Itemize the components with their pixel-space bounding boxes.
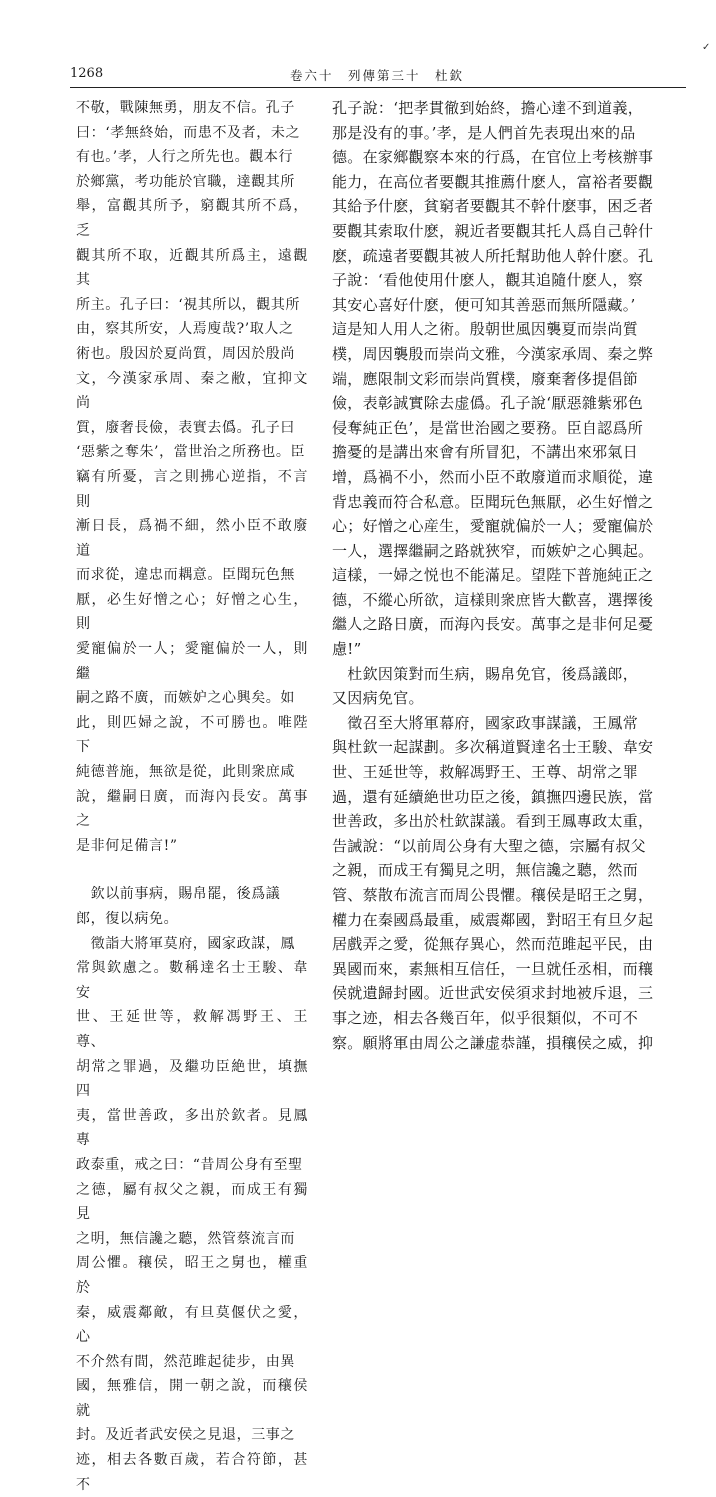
right-paragraph-2: 杜欽因策對而生病，賜帛免官，後爲議郎， 又因病免官。 bbox=[332, 664, 639, 708]
page-header bbox=[70, 66, 686, 86]
right-paragraph-3: 徵召至大將軍幕府，國家政事謀議，王鳳常 與杜欽一起謀劃。多次稱道賢達名士王駿、韋安 世、王延世等，救解馮野王、王尊、胡常之罪 過，還有延續絶世功臣之後，鎮撫四邊民族，當 世善政，多出於杜欽謀議。看到王鳳專政太重， 告誡說：“以前周公身有大聖之德，宗屬有叔父 之親，而成王有獨見之明，無信讒之聽，然而 管、蔡散布流言而周公畏懼。穰侯是昭王之舅， 權力在秦國爲最重，威震鄰國，對昭王有旦夕起 居戲弄之愛，從無存異心，然而范雎起平民，由 異國而來，素無相互信任，一旦就任丞相，而穰 侯就遺歸封國。近世武安侯須求封地被斥退，三 事之迹，相去各幾百年，似乎很類似，不可不 察。願將軍由周公之謙虚恭謹，損穰侯之威，抑 bbox=[332, 713, 654, 1052]
right-column-translation bbox=[332, 96, 686, 1055]
running-title: 卷六十 列傳第三十 杜欽 bbox=[290, 68, 465, 83]
corner-checkmark: ✓ bbox=[702, 42, 711, 53]
left-paragraph-1: 不敬，戰陳無勇，朋友不信。孔子 曰：‘孝無終始，而患不及者，未之 有也。’孝，人行之所先也。觀本行 於鄉黨，考功能於官職，達觀其所 舉，富觀其所予，窮觀其所不爲，乏 觀其所不取，近觀其所爲主，遠觀其 所主。孔子曰：‘視其所以，觀其所 由，察其所安，人焉廋哉?’取人之 術也。殷因於夏尚質，周因於殷尚 文，今漢家承周、秦之敝，宜抑文尚 質，廢奢長儉，表實去僞。孔子曰 ‘惡紫之奪朱’，當世治之所務也。臣 竊有所憂，言之則拂心逆指，不言則 漸日長，爲禍不細，然小臣不敢廢道 而求從，違忠而耦意。臣聞玩色無 厭，必生好憎之心；好憎之心生，則 愛寵偏於一人；愛寵偏於一人，則繼 嗣之路不廣，而嫉妒之心興矣。如 此，則匹婦之說，不可勝也。唯陛下 純德普施，無欲是從，此則衆庶咸 說，繼嗣日廣，而海內長安。萬事之 是非何足備言!” bbox=[76, 100, 308, 854]
page-number: 1268 bbox=[70, 66, 104, 81]
left-paragraph-2: 欽以前事病，賜帛罷，後爲議 郎，復以病免。 bbox=[76, 886, 281, 927]
right-paragraph-1: 孔子說：‘把孝貫徹到始終，擔心達不到道義， 那是没有的事。’孝，是人們首先表現出來的品 德。在家鄉觀察本來的行爲，在官位上考核辦事 能力，在高位者要觀其推薦什麽人，富裕者要觀 其給予什麽，貧窮者要觀其不幹什麽事，困乏者 要觀其索取什麽，親近者要觀其托人爲自己幹什 麽，疏遠者要觀其被人所托幫助他人幹什麽。孔 子說：‘看他使用什麽人，觀其追隨什麽人，察 其安心喜好什麽，便可知其善惡而無所隱藏。’ 這是知人用人之術。殷朝世風因襲夏而崇尚質 樸，周因襲殷而崇尚文雅，今漢家承周、秦之弊 端，應限制文彩而崇尚質樸，廢棄奢侈提倡節 儉，表彰誠實除去虚僞。孔子說‘厭惡雜紫邪色 侵奪純正色’，是當世治國之要務。臣自認爲所 擔憂的是講出來會有所冒犯，不講出來邪氣日 增，爲禍不小，然而小臣不敢廢道而求順從，違 背忠義而符合私意。臣聞玩色無厭，必生好憎之 心；好憎之心産生，愛寵就偏於一人；愛寵偏於 一人，選擇繼嗣之路就狹窄，而嫉妒之心興起。 這樣，一婦之悦也不能滿足。望陛下普施純正之 德，不縱心所欲，這樣則衆庶皆大歡喜，選擇後 繼人之路日廣，而海內長安。萬事之是非何足憂 慮!” bbox=[332, 99, 654, 659]
left-paragraph-3: 徵詣大將軍莫府，國家政謀，鳳 常與欽慮之。數稱達名士王駿、韋安 世、王延世等，救解馮野王、王尊、 胡常之罪過，及繼功臣絶世，填撫四 夷，當世善政，多出於欽者。見鳳專 政泰重，戒之曰：“昔周公身有至聖 之德，屬有叔父之親，而成王有獨見 之明，無信讒之聽，然管蔡流言而 周公懼。穰侯，昭王之舅也，權重於 秦，威震鄰敵，有旦莫偃伏之愛，心 不介然有間，然范雎起徒步，由異 國，無雅信，開一朝之說，而穰侯就 封。及近者武安侯之見退，三事之 迹，相去各數百歲，若合符節，甚不 bbox=[76, 935, 308, 1493]
left-column-original-text bbox=[76, 96, 308, 1497]
header-rule bbox=[70, 87, 686, 88]
paragraph-gap bbox=[76, 858, 308, 882]
